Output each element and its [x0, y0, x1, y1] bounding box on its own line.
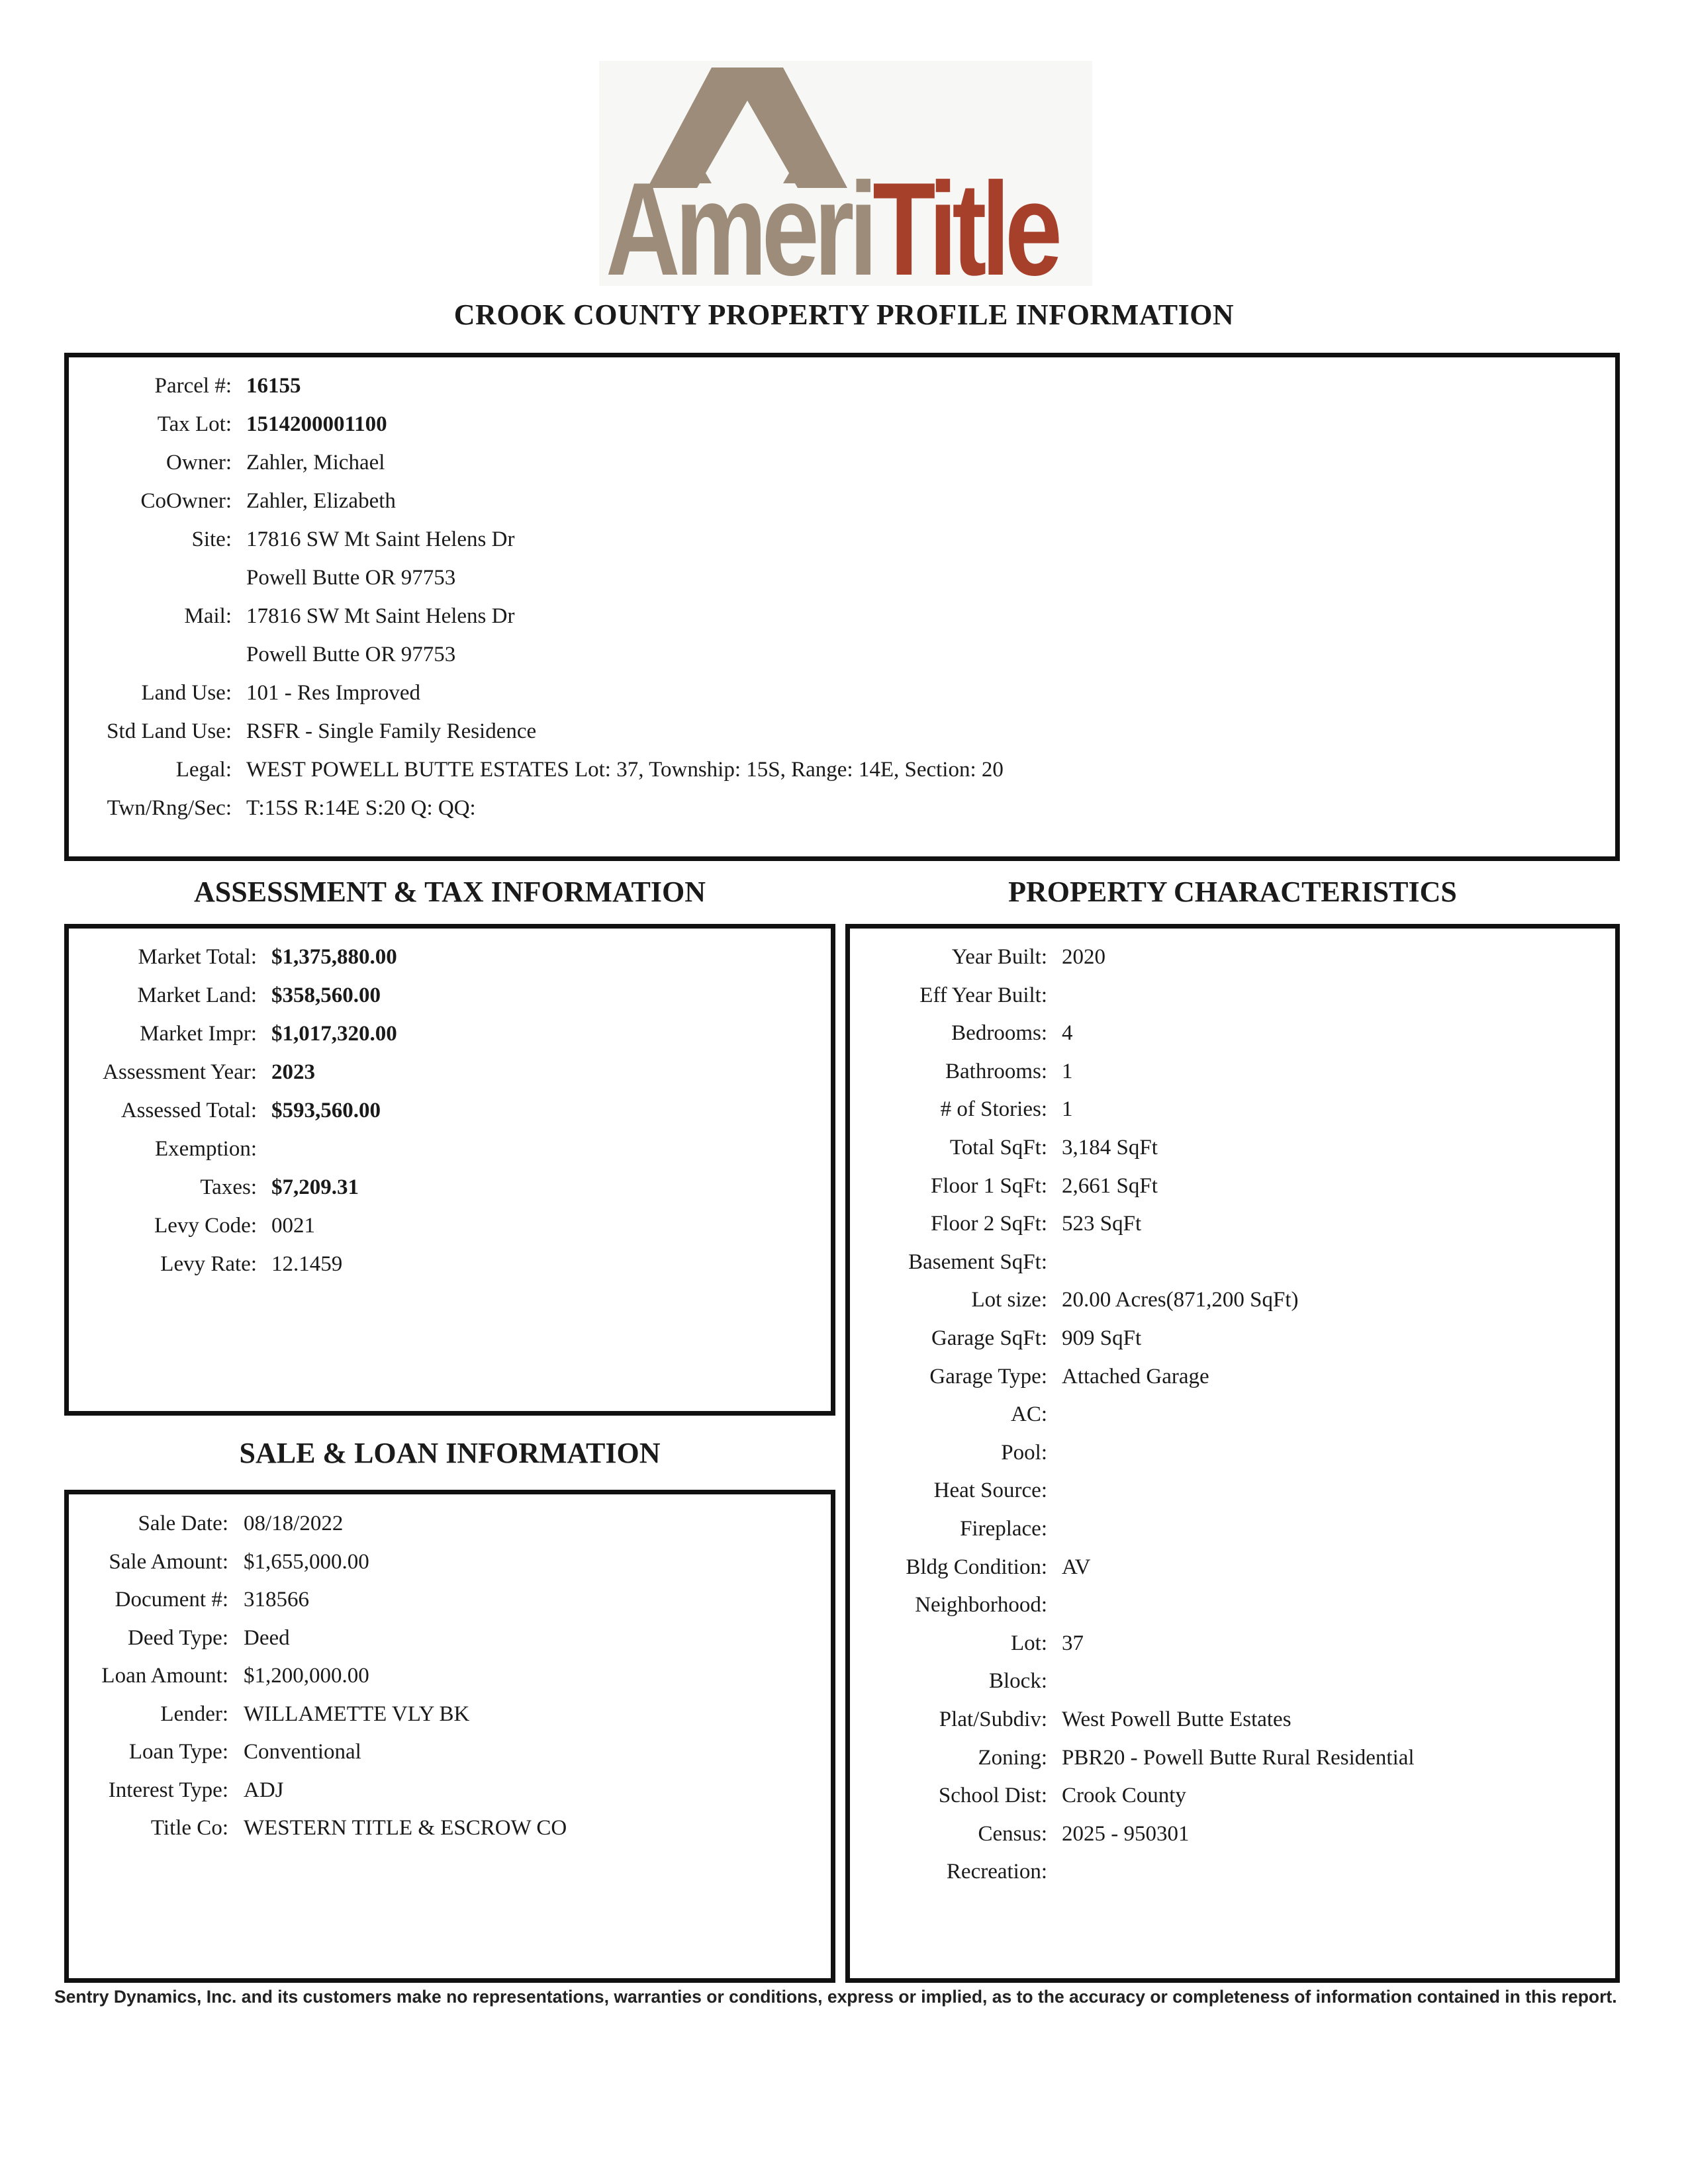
field-label: Garage SqFt:	[931, 1326, 1047, 1350]
field-value: 12.1459	[271, 1252, 343, 1276]
field-label: Taxes:	[200, 1175, 257, 1199]
field-label: Total SqFt:	[949, 1136, 1047, 1160]
field-value: 2025 - 950301	[1062, 1821, 1190, 1846]
field-value: AV	[1062, 1555, 1091, 1579]
field-value: WESTERN TITLE & ESCROW CO	[244, 1816, 567, 1840]
field-label: Pool:	[1001, 1440, 1047, 1465]
field-label: Neighborhood:	[915, 1593, 1047, 1617]
field-label: Market Land:	[137, 983, 257, 1007]
field-label: Block:	[989, 1669, 1047, 1694]
field-value: Zahler, Elizabeth	[246, 489, 396, 513]
field-value: $7,209.31	[271, 1175, 359, 1199]
field-label: Loan Amount:	[101, 1664, 228, 1688]
field-label: Lot:	[1011, 1631, 1047, 1655]
field-value: 318566	[244, 1588, 309, 1612]
field-value: ADJ	[244, 1778, 284, 1802]
field-value: $1,017,320.00	[271, 1022, 397, 1046]
field-value: 20.00 Acres(871,200 SqFt)	[1062, 1288, 1299, 1312]
field-value: 16155	[246, 374, 301, 398]
field-label: Parcel #:	[154, 374, 232, 398]
field-value: PBR20 - Powell Butte Rural Residential	[1062, 1745, 1415, 1770]
field-value: West Powell Butte Estates	[1062, 1707, 1291, 1731]
ameri-title-logo	[599, 61, 1092, 303]
field-value: 1	[1062, 1059, 1073, 1083]
field-label: Exemption:	[155, 1137, 257, 1161]
disclaimer-text: Sentry Dynamics, Inc. and its customers make no representations, warranties or conditions, express or implied, as to the accuracy or completeness of information contained in this report.	[54, 1987, 1617, 2007]
field-label: Document #:	[115, 1588, 228, 1612]
field-label: Levy Code:	[154, 1214, 257, 1238]
field-label: Plat/Subdiv:	[939, 1707, 1047, 1731]
field-label: Market Total:	[138, 945, 257, 969]
field-value: Powell Butte OR 97753	[246, 566, 456, 590]
field-label: Owner:	[166, 451, 232, 475]
field-label: Sale Amount:	[109, 1549, 228, 1574]
field-label: Tax Lot:	[157, 412, 232, 436]
field-value: RSFR - Single Family Residence	[246, 719, 537, 743]
sale-section-title: SALE & LOAN INFORMATION	[239, 1437, 661, 1469]
field-label: Legal:	[175, 758, 232, 782]
field-value: 3,184 SqFt	[1062, 1136, 1158, 1160]
field-value: 17816 SW Mt Saint Helens Dr	[246, 527, 515, 551]
field-value: Powell Butte OR 97753	[246, 643, 456, 666]
field-label: Bathrooms:	[945, 1059, 1047, 1083]
field-value: 2023	[271, 1060, 315, 1084]
field-label: Loan Type:	[128, 1740, 228, 1764]
field-label: Eff Year Built:	[919, 983, 1047, 1007]
field-value: Attached Garage	[1062, 1364, 1209, 1388]
field-value: Conventional	[244, 1740, 361, 1764]
field-label: Deed Type:	[128, 1625, 228, 1650]
logo-text-title: Title	[872, 156, 1058, 303]
field-label: # of Stories:	[940, 1097, 1047, 1122]
field-label: Std Land Use:	[107, 719, 232, 743]
field-label: Recreation:	[946, 1860, 1047, 1884]
field-label: AC:	[1010, 1402, 1047, 1427]
field-label: Mail:	[184, 604, 232, 628]
field-label: Year Built:	[951, 945, 1047, 969]
field-value: 37	[1062, 1631, 1084, 1655]
characteristics-section-title: PROPERTY CHARACTERISTICS	[1008, 876, 1457, 908]
field-value: Deed	[244, 1625, 290, 1650]
field-value: $1,655,000.00	[244, 1549, 369, 1574]
field-value: 4	[1062, 1021, 1073, 1046]
field-value: 523 SqFt	[1062, 1212, 1142, 1236]
field-value: 909 SqFt	[1062, 1326, 1142, 1350]
field-label: Land Use:	[141, 681, 232, 705]
field-value: WILLAMETTE VLY BK	[244, 1702, 470, 1726]
field-value: 17816 SW Mt Saint Helens Dr	[246, 604, 515, 628]
field-label: Zoning:	[978, 1745, 1047, 1770]
assessment-section-title: ASSESSMENT & TAX INFORMATION	[194, 876, 706, 908]
field-label: Sale Date:	[138, 1512, 228, 1535]
field-value: $1,200,000.00	[244, 1664, 369, 1688]
field-value: Crook County	[1062, 1784, 1186, 1808]
field-label: Basement SqFt:	[908, 1250, 1047, 1274]
logo-text-ameri: Ameri	[606, 156, 873, 303]
field-label: Floor 2 SqFt:	[930, 1212, 1047, 1236]
field-value: 2020	[1062, 945, 1105, 969]
field-label: Twn/Rng/Sec:	[107, 796, 232, 820]
field-value: T:15S R:14E S:20 Q: QQ:	[246, 796, 476, 820]
field-label: Levy Rate:	[160, 1252, 257, 1276]
page-title: CROOK COUNTY PROPERTY PROFILE INFORMATION	[453, 298, 1235, 331]
field-value: WEST POWELL BUTTE ESTATES Lot: 37, Township: 15S, Range: 14E, Section: 20	[246, 758, 1004, 782]
field-value: 1	[1062, 1097, 1073, 1122]
field-label: Bldg Condition:	[906, 1555, 1047, 1579]
field-label: Lot size:	[971, 1288, 1047, 1312]
field-label: Garage Type:	[929, 1364, 1047, 1388]
field-label: Fireplace:	[960, 1517, 1047, 1541]
field-label: Census:	[978, 1821, 1047, 1846]
field-value: 1514200001100	[246, 412, 387, 436]
field-value: $1,375,880.00	[271, 945, 397, 969]
field-label: Market Impr:	[140, 1022, 257, 1046]
field-value: Zahler, Michael	[246, 451, 385, 475]
field-value: $593,560.00	[271, 1099, 381, 1122]
field-value: 2,661 SqFt	[1062, 1173, 1158, 1198]
field-label: CoOwner:	[140, 489, 232, 513]
field-label: Assessed Total:	[120, 1099, 257, 1122]
field-label: Title Co:	[150, 1816, 228, 1840]
field-label: Bedrooms:	[951, 1021, 1047, 1046]
field-label: Interest Type:	[108, 1778, 228, 1802]
field-label: Site:	[191, 527, 232, 551]
field-label: Heat Source:	[933, 1479, 1047, 1503]
field-label: Lender:	[160, 1702, 228, 1726]
field-label: School Dist:	[938, 1784, 1047, 1808]
field-value: 08/18/2022	[244, 1512, 344, 1535]
field-label: Assessment Year:	[103, 1060, 257, 1084]
field-value: 101 - Res Improved	[246, 681, 421, 705]
field-value: $358,560.00	[271, 983, 381, 1007]
field-label: Floor 1 SqFt:	[930, 1173, 1047, 1198]
field-value: 0021	[271, 1214, 315, 1238]
